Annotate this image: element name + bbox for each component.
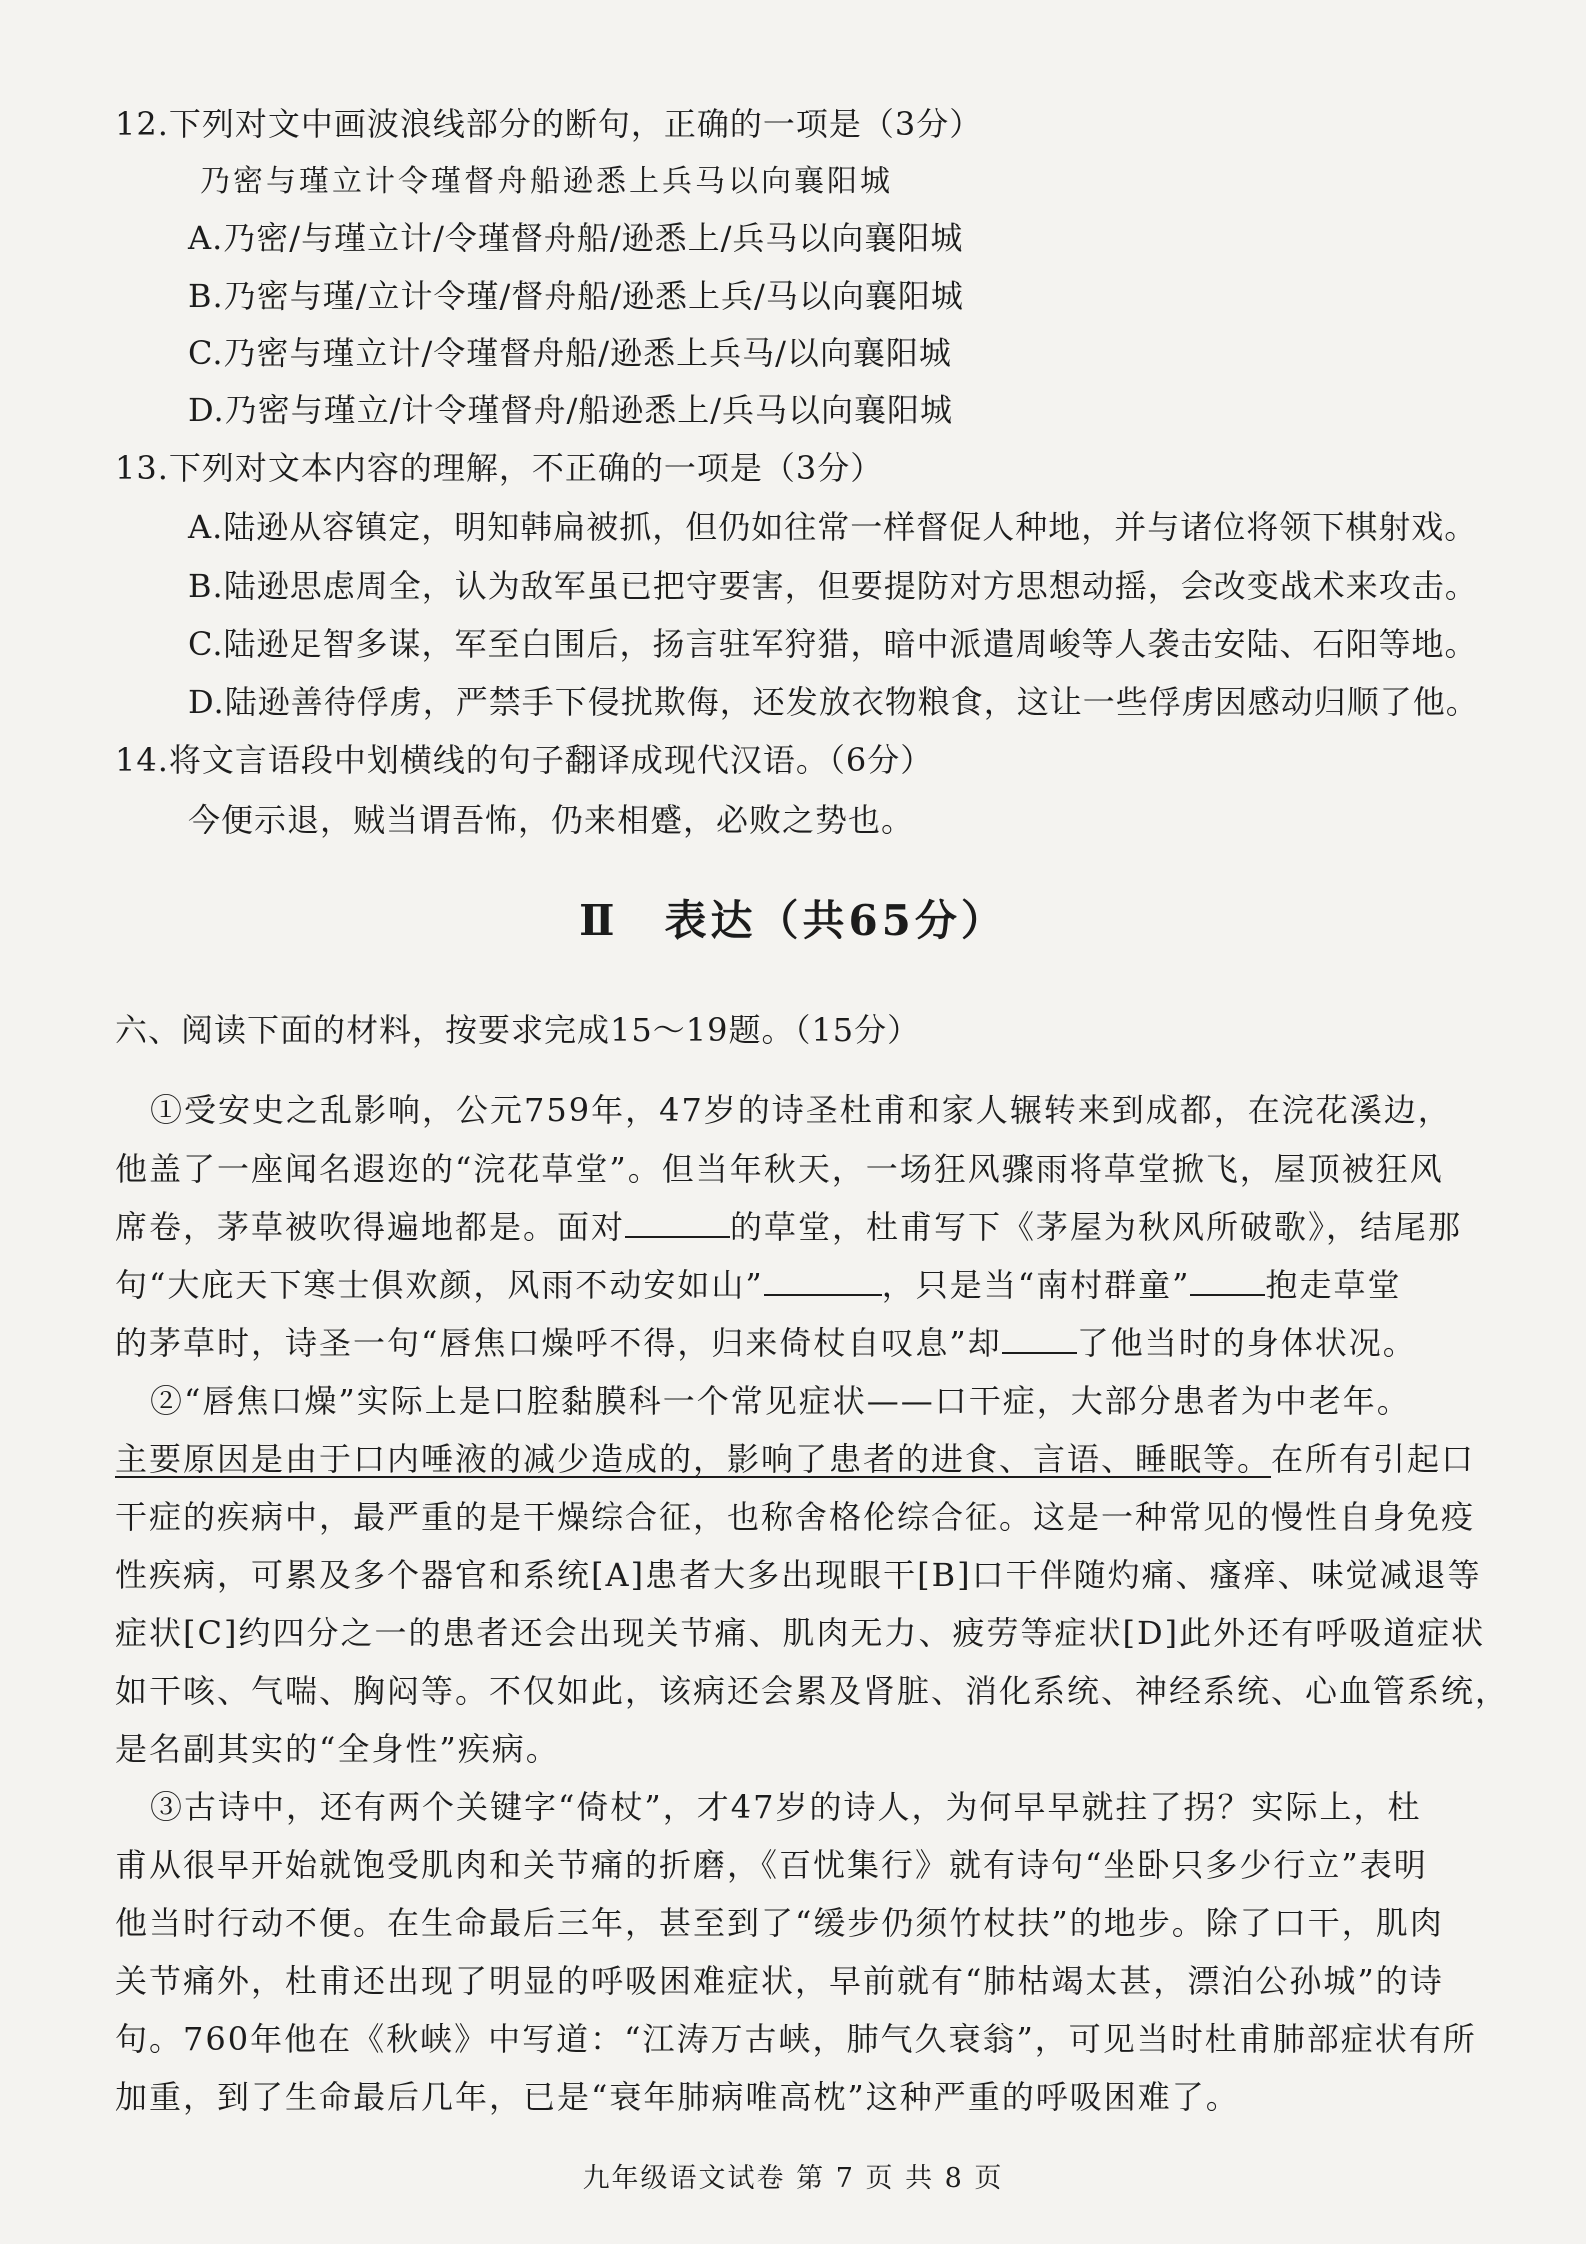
- paragraph-1-line-2: 他盖了一座闻名遐迩的“浣花草堂”。但当年秋天，一场狂风骤雨将草堂掀飞，屋顶被狂风: [115, 1150, 1444, 1188]
- paragraph-1-text: 席卷，茅草被吹得遍地都是。面对: [115, 1208, 626, 1246]
- paragraph-2-line-3: 干症的疾病中，最严重的是干燥综合征，也称舍格伦综合征。这是一种常见的慢性自身免疫: [115, 1498, 1476, 1536]
- paragraph-3-line-5: 句。760年他在《秋峡》中写道：“江涛万古峡，肺气久衰翁”，可见当时杜甫肺部症状有所: [115, 2020, 1477, 2058]
- question-13-title: 13.下列对文本内容的理解，不正确的一项是（3分）: [115, 449, 884, 487]
- section-2-title: Ⅱ 表达（共65分）: [579, 896, 1007, 945]
- paragraph-1-text: 句“大庇天下寒士俱欢颜，风雨不动安如山”: [115, 1266, 764, 1304]
- paragraph-2-line-4: 性疾病，可累及多个器官和系统[A]患者大多出现眼干[B]口干伴随灼痛、瘙痒、味觉减退等: [115, 1556, 1482, 1594]
- paragraph-2-line-7: 是名副其实的“全身性”疾病。: [115, 1730, 560, 1768]
- question-12-option-b: B.乃密与瑾/立计令瑾/督舟船/逊悉上兵/马以向襄阳城: [188, 277, 964, 315]
- question-13-option-d: D.陆逊善待俘虏，严禁手下侵扰欺侮，还发放衣物粮食，这让一些俘虏因感动归顺了他。: [188, 683, 1479, 721]
- paragraph-2-line-6: 如干咳、气喘、胸闷等。不仅如此，该病还会累及肾脏、消化系统、神经系统、心血管系统，: [115, 1672, 1510, 1710]
- paragraph-3-line-3: 他当时行动不便。在生命最后三年，甚至到了“缓步仍须竹杖扶”的地步。除了口干，肌肉: [115, 1904, 1444, 1942]
- fill-blank-1[interactable]: [625, 1208, 730, 1238]
- paragraph-3-line-1: ③古诗中，还有两个关键字“倚杖”，才47岁的诗人，为何早早就拄了拐？实际上，杜: [150, 1788, 1422, 1826]
- question-12-option-a: A.乃密/与瑾立计/令瑾督舟船/逊悉上/兵马以向襄阳城: [188, 219, 964, 257]
- paragraph-1-text: ，只是当“南村群童”: [881, 1266, 1191, 1304]
- paragraph-1-text: 抱走草堂: [1265, 1266, 1402, 1304]
- paragraph-2-line-1: ②“唇焦口燥”实际上是口腔黏膜科一个常见症状——口干症，大部分患者为中老年。: [150, 1382, 1411, 1420]
- paragraph-3-line-2: 甫从很早开始就饱受肌肉和关节痛的折磨，《百忧集行》就有诗句“坐卧只多少行立”表明: [115, 1846, 1428, 1884]
- question-14-title: 14.将文言语段中划横线的句子翻译成现代汉语。（6分）: [115, 741, 934, 779]
- paragraph-1-line-3: [115, 1207, 1462, 1247]
- question-13-option-b: B.陆逊思虑周全，认为敌军虽已把守要害，但要提防对方思想动摇，会改变战术来攻击。: [188, 567, 1478, 605]
- underlined-sentence: 主要原因是由于口内唾液的减少造成的，影响了患者的进食、言语、睡眠等。: [115, 1440, 1272, 1478]
- question-13-option-a: A.陆逊从容镇定，明知韩扁被抓，但仍如往常一样督促人种地，并与诸位将领下棋射戏。: [188, 508, 1478, 546]
- question-12-option-c: C.乃密与瑾立计/令瑾督舟船/逊悉上兵马/以向襄阳城: [188, 334, 952, 372]
- paragraph-1-text: 的茅草时，诗圣一句“唇焦口燥呼不得，归来倚杖自叹息”却: [115, 1324, 1002, 1362]
- paragraph-2-text: 在所有引起口: [1271, 1440, 1476, 1478]
- paragraph-1-line-1: ①受安史之乱影响，公元759年，47岁的诗圣杜甫和家人辗转来到成都，在浣花溪边，: [150, 1091, 1452, 1129]
- question-14-sentence: 今便示退，贼当谓吾怖，仍来相蹙，必败之势也。: [188, 801, 915, 839]
- paragraph-3-line-4: 关节痛外，杜甫还出现了明显的呼吸困难症状，早前就有“肺枯竭太甚，漂泊公孙城”的诗: [115, 1962, 1444, 2000]
- question-13-option-c: C.陆逊足智多谋，军至白围后，扬言驻军狩猎，暗中派遣周峻等人袭击安陆、石阳等地。: [188, 625, 1478, 663]
- fill-blank-4[interactable]: [1002, 1324, 1077, 1354]
- question-12-option-d: D.乃密与瑾立/计令瑾督舟/船逊悉上/兵马以向襄阳城: [188, 391, 954, 429]
- question-12-stem: 乃密与瑾立计令瑾督舟船逊悉上兵马以向襄阳城: [200, 164, 893, 199]
- paragraph-3-line-6: 加重，到了生命最后几年，已是“衰年肺病唯高枕”这种严重的呼吸困难了。: [115, 2078, 1240, 2116]
- paragraph-1-line-5: [115, 1323, 1417, 1363]
- fill-blank-2[interactable]: [764, 1266, 882, 1296]
- fill-blank-3[interactable]: [1190, 1266, 1265, 1296]
- part-6-title: 六、阅读下面的材料，按要求完成15～19题。（15分）: [115, 1011, 921, 1049]
- paragraph-1-line-4: [115, 1265, 1401, 1305]
- paragraph-2-line-2: [115, 1439, 1475, 1479]
- paragraph-1-text: 的草堂，杜甫写下《茅屋为秋风所破歌》，结尾那: [730, 1208, 1463, 1246]
- paragraph-2-line-5: 症状[C]约四分之一的患者还会出现关节痛、肌肉无力、疲劳等症状[D]此外还有呼吸道症状: [115, 1614, 1486, 1652]
- page-footer: 九年级语文试卷 第 7 页 共 8 页: [582, 2163, 1004, 2194]
- paragraph-1-text: 了他当时的身体状况。: [1076, 1324, 1417, 1362]
- question-12-title: 12.下列对文中画波浪线部分的断句，正确的一项是（3分）: [115, 105, 983, 143]
